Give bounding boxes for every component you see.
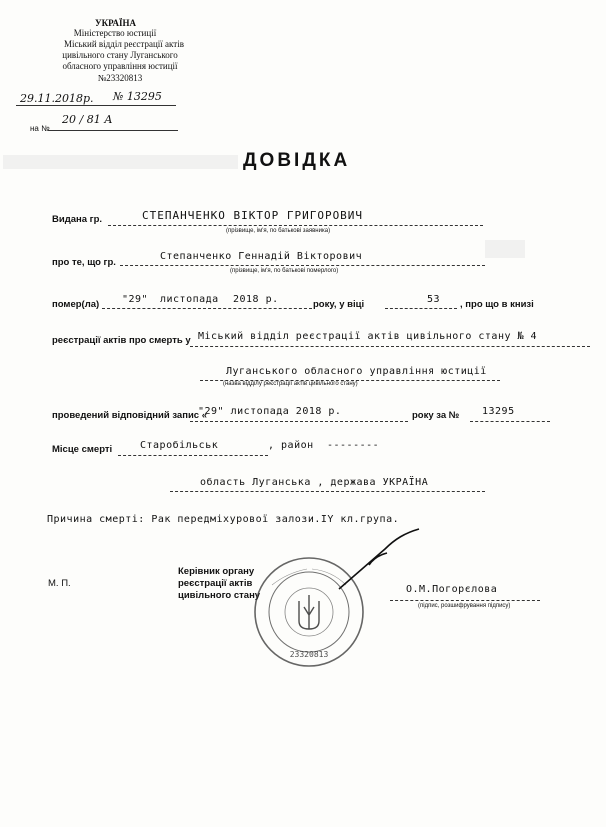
place-label: Місце смерті <box>52 444 113 455</box>
death-cause: Причина смерті: Рак передміхурової залози.IY кл.група. <box>47 514 400 525</box>
record-number: 13295 <box>482 406 515 417</box>
place-region-line: область Луганська , держава УКРАЇНА <box>200 477 429 488</box>
header-country: УКРАЇНА <box>95 18 136 28</box>
place-district: -------- <box>327 440 380 451</box>
place-district-label: , район <box>268 440 314 451</box>
header-dept-line2: цивільного стану Луганського <box>62 50 178 60</box>
record-date-underline <box>190 421 408 422</box>
issued-hint: (прізвище, ім'я, по батькові заявника) <box>226 228 331 234</box>
document-title: ДОВІДКА <box>243 150 351 171</box>
handwritten-signature <box>335 525 425 595</box>
about-label: про те, що гр. <box>52 257 116 268</box>
died-year: 2018 р. <box>233 294 279 305</box>
head-name: О.М.Погорєлова <box>406 584 498 595</box>
trident-icon <box>299 595 319 629</box>
place-city-underline <box>118 455 268 456</box>
died-age: 53 <box>427 294 441 305</box>
header-reg-handwritten: № 13295 <box>113 90 162 103</box>
header-na-label: на № <box>30 124 50 133</box>
place-city: Старобільськ <box>140 440 219 451</box>
died-day: "29" <box>122 294 149 305</box>
header-date-handwritten: 29.11.2018р. <box>20 92 94 105</box>
registry-line1-underline <box>190 346 590 347</box>
head-title-line1: Керівник органу <box>178 566 255 577</box>
about-value: Степанченко Геннадій Вікторович <box>160 251 363 262</box>
issued-value: СТЕПАНЧЕНКО ВІКТОР ГРИГОРОВИЧ <box>142 209 364 222</box>
header-dept-line3: обласного управління юстиції <box>62 61 178 71</box>
stamp-code: 23320813 <box>289 650 329 659</box>
died-year-label: року, у віці <box>313 299 365 310</box>
registry-hint: (назва відділу реєстрації актів цивільного стану) <box>223 381 358 387</box>
registry-line2: Луганського обласного управління юстиції <box>226 366 487 377</box>
died-date-underline <box>102 308 312 309</box>
record-date: "29" листопада 2018 р. <box>198 406 342 417</box>
header-code: №23320813 <box>97 73 143 83</box>
registry-label: реєстрації актів про смерть у <box>52 335 191 346</box>
head-title-line2: реєстрації актів <box>178 578 253 589</box>
registry-line1: Міський відділ реєстрації актів цивільного стану № 4 <box>198 331 538 342</box>
signature-underline <box>390 600 540 601</box>
died-month: листопада <box>160 294 219 305</box>
header-na-handwritten: 20 / 81 А <box>62 113 113 126</box>
header-date-underline <box>16 105 176 106</box>
about-hint: (прізвище, ім'я, по батькові померлого) <box>230 268 339 274</box>
issued-underline <box>108 225 483 226</box>
head-title-line3: цивільного стану <box>178 590 261 601</box>
died-label: помер(ла) <box>52 299 100 310</box>
place-region-underline <box>170 491 485 492</box>
issued-label: Видана гр. <box>52 214 103 225</box>
died-tail: , про що в книзі <box>460 299 534 310</box>
header-na-underline <box>48 130 178 131</box>
record-number-underline <box>470 421 550 422</box>
died-age-underline <box>385 308 457 309</box>
seal-place-label: М. П. <box>48 578 71 589</box>
record-label: проведений відповідний запис « <box>52 410 207 421</box>
header-ministry: Міністерство юстиції <box>73 28 157 38</box>
about-underline <box>120 265 485 266</box>
scan-smudge <box>485 240 525 258</box>
scan-smudge <box>3 155 238 169</box>
record-year-label: року за № <box>412 410 460 421</box>
signature-hint: (підпис, розшифрування підпису) <box>418 603 511 609</box>
header-dept-line1: Міський відділ реєстрації актів <box>64 39 184 49</box>
